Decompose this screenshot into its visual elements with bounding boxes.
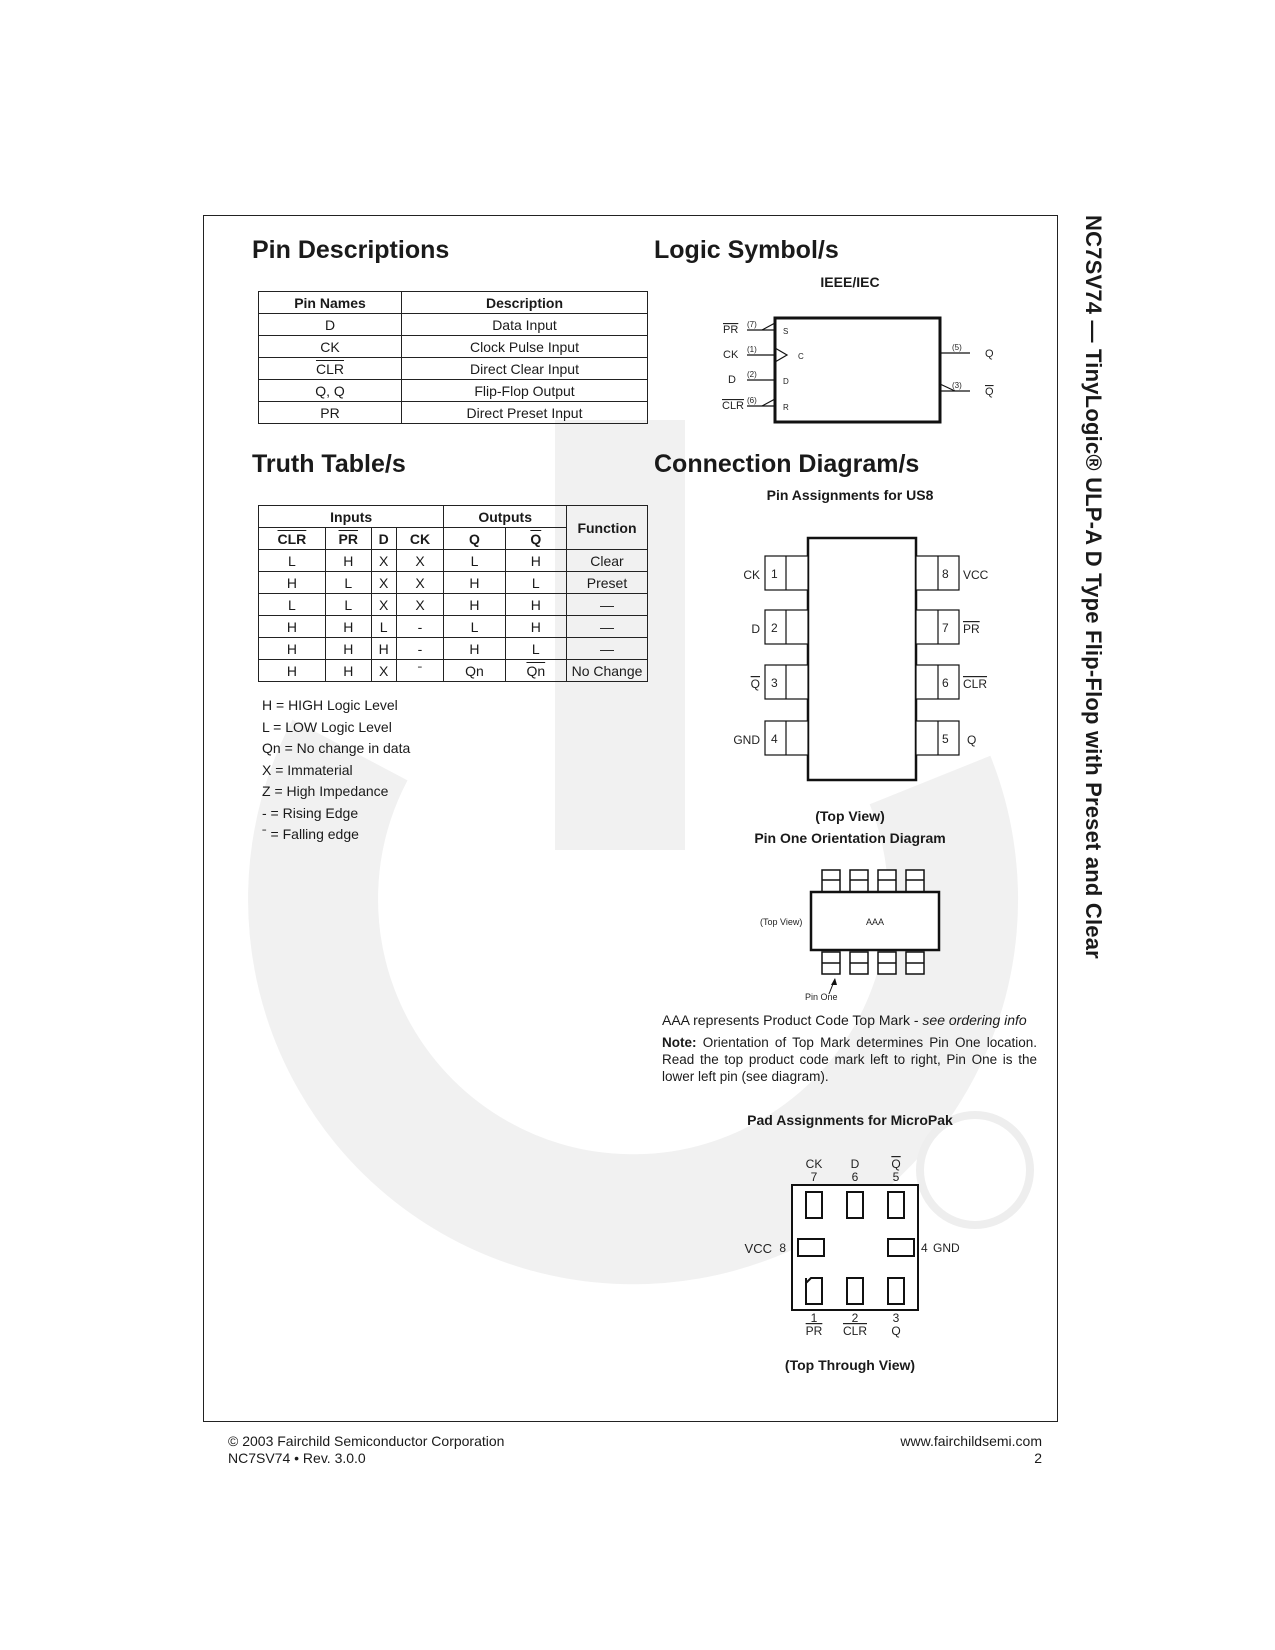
cell: L <box>444 616 505 638</box>
col-qbar: $\overline{Q}$ <box>505 528 566 550</box>
website-link[interactable]: www.fairchildsemi.com <box>900 1433 1042 1449</box>
col-d: D <box>371 528 396 550</box>
cell: X <box>396 550 444 572</box>
box-label-c: C <box>798 352 804 361</box>
pin-num-6: 6 <box>942 676 949 690</box>
cell: L <box>259 550 326 572</box>
legend-item: Z = High Impedance <box>262 783 389 799</box>
pin-num-1: 1 <box>771 567 778 581</box>
truth-table-heading: Truth Table/s <box>252 450 406 478</box>
legend-item: H = HIGH Logic Level <box>262 697 398 713</box>
cell: Clear <box>567 550 648 572</box>
cell: Preset <box>567 572 648 594</box>
table-header-row <box>259 292 648 314</box>
pin-num-2: 2 <box>771 621 778 635</box>
pad-label-qbar: Q <box>891 1157 901 1171</box>
table-row <box>259 380 648 402</box>
pin-num-5: 5 <box>942 732 949 746</box>
micropak-pad-diagram <box>740 1155 980 1345</box>
table-row <box>259 616 648 638</box>
connection-diagram-heading: Connection Diagram/s <box>654 450 920 478</box>
pad-num-4: 4 <box>921 1241 928 1255</box>
input-label-clr: CLR <box>722 400 745 412</box>
cell: H <box>325 660 371 682</box>
cell: H <box>505 594 566 616</box>
pin-description: Clock Pulse Input <box>402 336 648 358</box>
pin-label-d: D <box>751 622 760 636</box>
ic-body <box>808 538 916 780</box>
pad-2 <box>847 1278 863 1304</box>
pad-num-6: 6 <box>851 1170 859 1184</box>
outputs-group-header: Outputs <box>444 506 567 528</box>
pin-one-label: Pin One <box>805 992 838 1002</box>
pin-label-ck: CK <box>743 568 760 582</box>
cell: — <box>567 616 648 638</box>
pad-label-gnd: GND <box>933 1241 960 1255</box>
pin-one-orientation-diagram <box>755 866 955 1002</box>
cell: H <box>505 550 566 572</box>
note-label: Note: <box>662 1035 697 1050</box>
truth-table <box>258 505 648 682</box>
pad-7 <box>806 1192 822 1218</box>
pad-6 <box>847 1192 863 1218</box>
copyright: © 2003 Fairchild Semiconductor Corporation <box>228 1433 505 1449</box>
output-num-q: (5) <box>952 343 962 352</box>
pin-name: Q, Q <box>259 380 402 402</box>
part-revision: NC7SV74 • Rev. 3.0.0 <box>228 1450 366 1466</box>
ieee-iec-label: IEEE/IEC <box>820 274 880 290</box>
pad-8 <box>798 1239 824 1256</box>
table-header-row <box>259 506 648 528</box>
input-num-pr: (7) <box>747 320 757 329</box>
pin-label-qbar: Q <box>750 677 760 691</box>
note-text: Orientation of Top Mark determines Pin One location. Read the top product code mark left to right, Pin One is the lower left pin (see diagram). <box>662 1035 1037 1084</box>
pad-label-d: D <box>850 1157 860 1171</box>
orientation-note <box>662 1034 1037 1085</box>
cell: X <box>396 572 444 594</box>
cell: H <box>259 660 326 682</box>
cell: L <box>505 572 566 594</box>
cell: H <box>259 572 326 594</box>
legend-item: Qn = No change in data <box>262 740 411 756</box>
legend-item: - = Rising Edge <box>262 804 359 821</box>
col-pr: $\overline{PR}$ <box>325 528 371 550</box>
us8-top-view-label: (Top View) <box>815 808 885 824</box>
logic-symbol-heading: Logic Symbol/s <box>654 236 839 264</box>
cell: X <box>396 594 444 616</box>
input-num-ck: (1) <box>747 345 757 354</box>
header-description: Description <box>402 292 648 314</box>
pad-label-clr: CLR <box>842 1324 868 1338</box>
cell: L <box>259 594 326 616</box>
pad-num-3: 3 <box>892 1311 900 1325</box>
inputs-group-header: Inputs <box>259 506 444 528</box>
cell: H <box>325 638 371 660</box>
truth-table-legend <box>262 695 410 846</box>
page-number: 2 <box>1034 1450 1042 1466</box>
cell: L <box>444 550 505 572</box>
cell: H <box>505 616 566 638</box>
cell: H <box>325 616 371 638</box>
pin-label-pr: PR <box>963 622 980 636</box>
pad-label-ck: CK <box>805 1157 823 1171</box>
cell: H <box>259 616 326 638</box>
legend-item: X = Immaterial <box>262 761 353 778</box>
aaa-note-text: AAA represents Product Code Top Mark - <box>662 1012 923 1028</box>
col-clr: $\overline{CLR}$ <box>259 528 326 550</box>
output-label-qbar: Q <box>985 386 994 398</box>
pad-num-2: 2 <box>851 1311 859 1325</box>
us8-title: Pin Assignments for US8 <box>766 487 934 503</box>
pin-descriptions-table <box>258 291 648 424</box>
pad-label-q: Q <box>891 1324 901 1338</box>
pin-description: Direct Preset Input <box>402 402 648 424</box>
pin-label-clr: CLR <box>963 677 988 691</box>
pin-description: Data Input <box>402 314 648 336</box>
table-row <box>259 402 648 424</box>
output-num-qbar: (3) <box>952 381 962 390</box>
input-label-ck: CK <box>723 349 739 361</box>
pad-3 <box>888 1278 904 1304</box>
pin-name: CK <box>259 336 402 358</box>
footer-right <box>800 1433 1042 1467</box>
function-header: Function <box>567 506 648 550</box>
header-pin-names: Pin Names <box>259 292 402 314</box>
col-q: Q <box>444 528 505 550</box>
pad-1 <box>806 1278 822 1304</box>
col-ck: CK <box>396 528 444 550</box>
pad-5 <box>888 1192 904 1218</box>
pin-descriptions-heading: Pin Descriptions <box>252 236 450 264</box>
side-title <box>1058 215 1112 1422</box>
pin-label-vcc: VCC <box>963 568 989 582</box>
table-row <box>259 336 648 358</box>
us8-pinout-diagram <box>720 532 1010 782</box>
pin-label-gnd: GND <box>733 733 760 747</box>
cell: ˉ <box>396 660 444 682</box>
cell: X <box>371 550 396 572</box>
cell: X <box>371 572 396 594</box>
input-label-d: D <box>728 374 736 386</box>
micropak-view-label: (Top Through View) <box>784 1357 916 1373</box>
pad-label-vcc: VCC <box>744 1241 772 1256</box>
table-row <box>259 660 648 682</box>
pin-num-4: 4 <box>771 732 778 746</box>
pin-name: D <box>259 314 402 336</box>
pin-description: Flip-Flop Output <box>402 380 648 402</box>
cell: L <box>371 616 396 638</box>
table-row <box>259 638 648 660</box>
logic-symbol-diagram <box>715 312 1005 430</box>
pad-num-7: 7 <box>810 1170 818 1184</box>
pin-label-q: Q <box>967 733 977 747</box>
cell: — <box>567 638 648 660</box>
input-num-clr: (6) <box>747 396 757 405</box>
pad-4 <box>888 1239 914 1256</box>
orientation-top-view-label: (Top View) <box>760 917 803 927</box>
aaa-note <box>662 1012 1042 1029</box>
pin-num-8: 8 <box>942 567 949 581</box>
box-label-r: R <box>783 403 789 412</box>
input-label-pr: PR <box>723 324 739 336</box>
table-row <box>259 594 648 616</box>
cell: $\overline{Qn}$ <box>505 660 566 682</box>
box-label-s: S <box>783 327 789 336</box>
pin-description: Direct Clear Input <box>402 358 648 380</box>
cell: H <box>325 550 371 572</box>
pad-num-1: 1 <box>810 1311 818 1325</box>
box-label-d: D <box>783 377 789 386</box>
cell: H <box>444 572 505 594</box>
input-num-d: (2) <box>747 370 757 379</box>
cell: - <box>396 638 444 660</box>
table-row <box>259 550 648 572</box>
cell: No Change <box>567 660 648 682</box>
cell: L <box>505 638 566 660</box>
table-row <box>259 572 648 594</box>
legend-item: L = LOW Logic Level <box>262 718 392 735</box>
pad-num-8: 8 <box>779 1241 786 1255</box>
cell: L <box>325 572 371 594</box>
legend-item: ˉ = Falling edge <box>262 826 359 842</box>
cell: H <box>259 638 326 660</box>
logic-symbol-box <box>775 318 940 422</box>
micropak-title: Pad Assignments for MicroPak <box>747 1112 953 1128</box>
pin-num-3: 3 <box>771 676 778 690</box>
aaa-note-link: see ordering info <box>922 1012 1027 1028</box>
cell: H <box>444 594 505 616</box>
output-label-q: Q <box>985 348 994 360</box>
document-title: NC7SV74 — TinyLogic® ULP-A D Type Flip-Flop with Preset and Clear <box>1081 215 1106 959</box>
footer-left <box>228 1433 504 1467</box>
cell: X <box>371 660 396 682</box>
cell: - <box>396 616 444 638</box>
top-mark-label: AAA <box>865 917 885 927</box>
cell: X <box>371 594 396 616</box>
pad-label-pr: PR <box>805 1324 823 1338</box>
table-row <box>259 314 648 336</box>
table-row <box>259 358 648 380</box>
orientation-title: Pin One Orientation Diagram <box>754 830 946 846</box>
cell: L <box>325 594 371 616</box>
pad-num-5: 5 <box>892 1170 900 1184</box>
pin-name: $\overline{CLR}$ <box>259 358 402 380</box>
cell: H <box>444 638 505 660</box>
pin-num-7: 7 <box>942 621 949 635</box>
cell: Qn <box>444 660 505 682</box>
pin-name: PR <box>259 402 402 424</box>
cell: — <box>567 594 648 616</box>
cell: H <box>371 638 396 660</box>
